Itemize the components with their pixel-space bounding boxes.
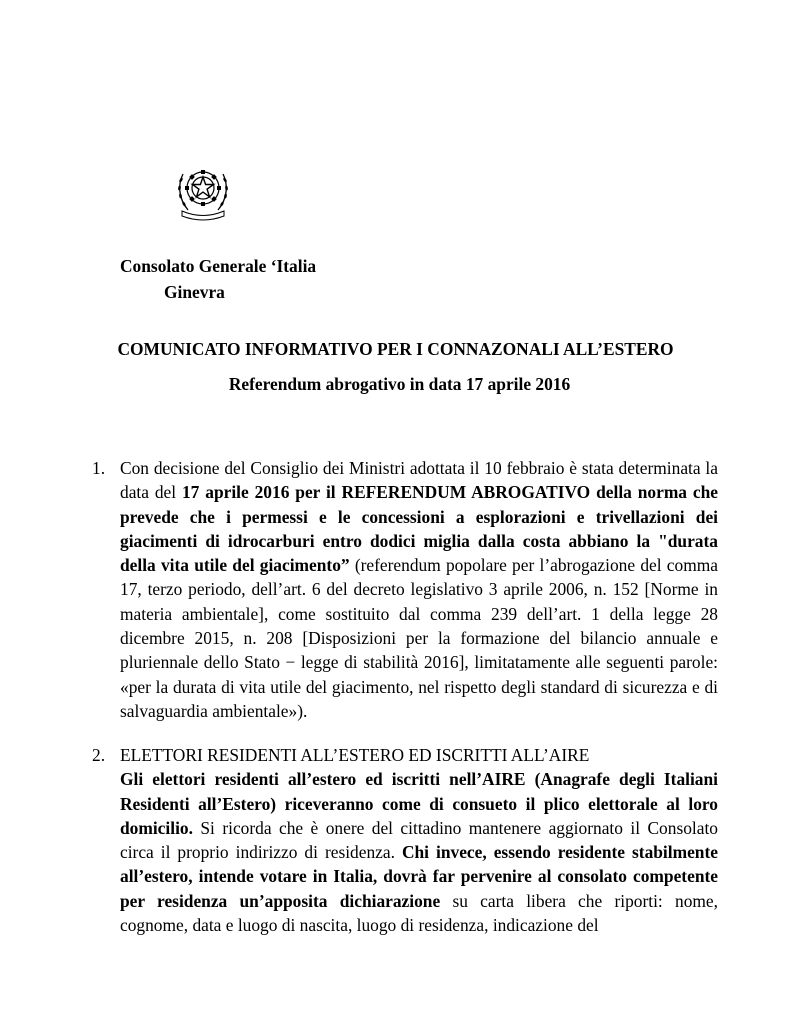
list-item-heading: ELETTORI RESIDENTI ALL’ESTERO ED ISCRITTI ALL’AIRE [120,745,590,765]
item2-text-a: Si ricorda che è onere del cittadino mantenere aggiornato il Consolato circa il proprio indirizzo di residenza. [120,817,718,863]
list-item-body [120,767,718,937]
item2-text-bold-a: Gli elettori residenti all’estero ed iscritti nell’AIRE (Anagrafe degli Italiani Residenti all’Estero) riceveranno come di consueto il plico elettorale al loro domicilio. [120,769,718,838]
list-item-1 [92,456,718,723]
item2-text-b: su carta libera che riporti: nome, cognome, data e luogo di nascita, luogo di residenza, indicazione del [120,890,718,936]
item1-text-bold: 17 aprile 2016 per il REFERENDUM ABROGATIVO della norma che prevede che i permessi e le concessioni a esplorazioni e trivellazioni dei giacimenti di idrocarburi entro dodici miglia dalla costa abbiano la "durata della vita utile del giacimento” [120,482,718,576]
item2-text-bold-b: Chi invece, essendo residente stabilmente all’estero, intende votare in Italia, dovrà far pervenire al consolato competente per residenza un’apposita dichiarazione [120,842,718,911]
list-item-body [120,456,718,723]
list-item-number: 2. [92,745,106,765]
consulate-block [120,253,316,305]
list-item-number: 1. [92,458,106,478]
item1-text-b: (referendum popolare per l’abrogazione del comma 17, terzo periodo, dell’art. 6 del decreto legislativo 3 aprile 2006, n. 152 [Norme in materia ambientale], come sostituito dal comma 239 dell’art. 1 della legge 28 dicembre 2015, n. 208 [Disposizioni per la formazione del bilancio annuale e pluriennale dello Stato − legge di stabilità 2016], limitatamente alle seguenti parole: «per la durata di vita utile del giacimento, nel rispetto degli standard di sicurezza e di salvaguardia ambientale»). [120,555,718,721]
consulate-city: Ginevra [164,282,225,302]
document-title: COMUNICATO INFORMATIVO PER I CONNAZONALI ALL’ESTERO [117,339,674,359]
consulate-name: Consolato Generale ‘Italia [120,256,317,276]
italian-republic-emblem [174,160,232,224]
document-subtitle: Referendum abrogativo in data 17 aprile 2016 [228,374,571,394]
item1-text-a: Con decisione del Consiglio dei Ministri adottata il 10 febbraio è stata determinata la data del [120,458,718,503]
list-item-2 [92,743,718,937]
